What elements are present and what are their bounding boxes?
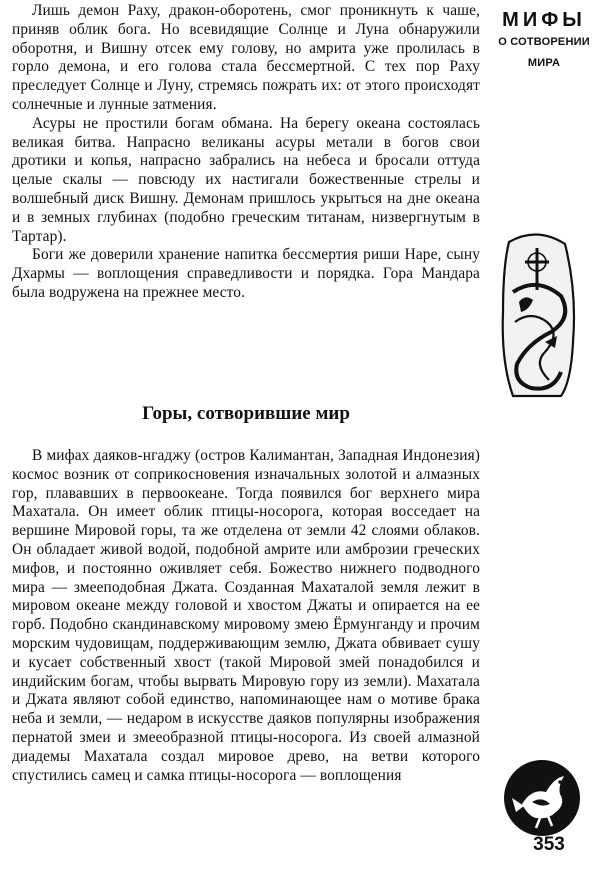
bird-medallion-icon xyxy=(502,758,582,838)
paragraph-asuras: Асуры не простили богам обмана. На берегу океана состоялась великая битва. Напрасно великаны асуры метали в богов свои дротики и копья, напрасно забрались на небеса и бросали оттуда целые скалы — повсюду их настигали божественные стрелы и волшебный диск Вишну. Демонам пришлось укрыться на дне океана и в земных глубинах (подобно греческим титанам, низвергнутым в Тартар). xyxy=(12,114,480,245)
paragraph-dayak-myths: В мифах даяков-нгаджу (остров Калимантан, Западная Индонезия) космос возник от соприкосновения изначальных золотой и алмазных гор, плававших в первоокеане. Тогда появился бог верхнего мира Махатала. Он имеет облик птицы-носорога, которая восседает на вершине Мировой горы, та же отделена от земли 42 слоями облаков. Он обладает живой водой, подобной амрите или амброзии греческих мифов, и постоянно оживляет себя. Божество нижнего подводного мира — змееподобная Джата. Созданная Махаталой земля лежит в мировом океане между головой и хвостом Джаты и опирается на ее горб. Подобно скандинавскому мировому змею Ёрмунганду и прочим морским чудовищам, поддерживающим землю, Джата обвивает сушу и кусает собственный хвост (такой Мировой змей понадобился и индийским богам, чтобы вырвать Мировую гору из земли). Махатала и Джата являют собой единство, напоминающее нам о мотиве брака неба и земли, — недаром в искусстве даяков популярны изображения пернатой змеи и змееобразной птицы-носорога. Из своей алмазной диадемы Махатала создал мировое древо, на ветви которого спустились самец и самка птицы-носорога — воплощения xyxy=(12,447,480,784)
bottom-text-column xyxy=(12,447,480,785)
sidebar-title-line-3: МИРА xyxy=(527,57,561,69)
section-heading: Горы, сотворившие мир xyxy=(142,403,350,424)
paragraph-nara: Боги же доверили хранение напитка бессмертия риши Наре, сыну Дхармы — воплощения справедливости и порядка. Гора Мандара была водружена на прежнее место. xyxy=(12,246,480,301)
page-number: 353 xyxy=(533,834,565,855)
paragraph-rahu: Лишь демон Раху, дракон-оборотень, смог проникнуть к чаше, приняв облик бога. Но всевидящие Солнце и Луна обнаружили оборотня, и Вишну отсек ему голову, но амрита уже пролилась в горло демона, и его голова стала бессмертной. С тех пор Раху преследует Солнце и Луну, стремясь пожрать их: от этого происходят солнечные и лунные затмения. xyxy=(12,2,480,113)
runestone-illustration xyxy=(495,232,579,400)
sidebar-title xyxy=(490,8,598,74)
top-text-column xyxy=(12,2,480,303)
sidebar-title-line-2: О СОТВОРЕНИИ xyxy=(498,36,590,48)
sidebar-title-line-1: МИФЫ xyxy=(502,9,586,31)
